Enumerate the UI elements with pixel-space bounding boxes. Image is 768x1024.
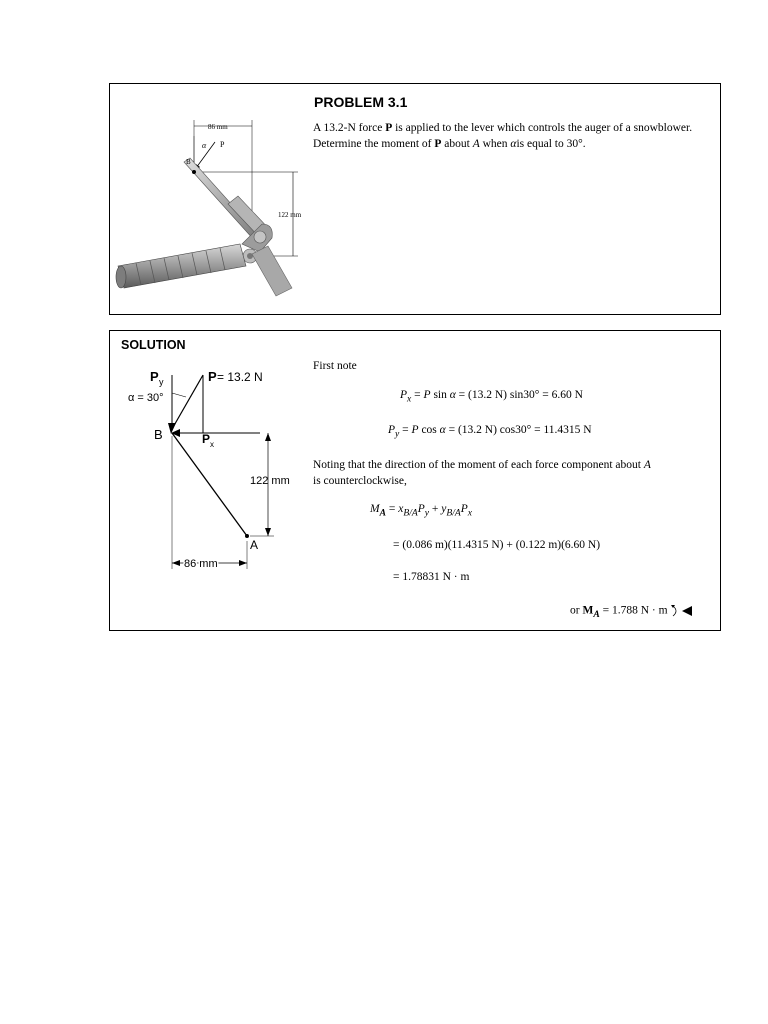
free-body-diagram (110, 331, 310, 576)
p-label: P (208, 369, 217, 384)
lever-rod (184, 158, 260, 240)
counterclockwise-arrow-icon (670, 604, 694, 618)
force-p-label: P (220, 140, 225, 149)
dim-86-label: 86 mm (184, 558, 218, 570)
problem-panel (109, 83, 721, 315)
p-value: = 13.2 N (217, 370, 263, 384)
solution-panel (109, 330, 721, 631)
dim-122-label: 122 mm (250, 475, 290, 487)
p-vector (172, 375, 203, 429)
svg-text:x: x (210, 440, 214, 449)
first-note: First note (313, 360, 357, 372)
equation-result: = 1.78831 N · m (393, 571, 470, 583)
py-label: P (150, 369, 159, 384)
equation-px: $P_x = P$ sin α = (13.2 N) sin30° = 6.60 N (400, 389, 583, 405)
handle-grip (116, 244, 246, 288)
alpha-label: α (202, 141, 207, 150)
svg-text:y: y (159, 377, 164, 387)
dim-86-label: 86 mm (208, 123, 228, 131)
px-label: P (202, 432, 211, 446)
solution-title: SOLUTION (121, 338, 186, 352)
equation-py: $P_y = P$ cos α = (13.2 N) cos30° = 11.4315 N (388, 424, 592, 440)
point-a-label: A (250, 538, 259, 552)
equation-substitution: = (0.086 m)(11.4315 N) + (0.122 m)(6.60 N) (393, 539, 601, 551)
point-b-label: B (186, 158, 191, 166)
alpha-label: α = 30° (128, 392, 164, 404)
snowblower-lever-figure (110, 84, 310, 314)
final-answer: or $M_A = 1.788$ N · m (570, 604, 694, 620)
problem-title: PROBLEM 3.1 (314, 94, 408, 110)
dim-122-label: 122 mm (278, 211, 302, 219)
problem-statement: A 13.2-N force P is applied to the lever which controls the auger of a snowblower. Determine the moment of P about A when αis equal to 30°. (313, 122, 693, 150)
point-b-label: B (154, 427, 163, 442)
noting-text: Noting that the direction of the moment of each force component about A is counterclockwise, (313, 459, 651, 487)
equation-moment: $M_A = x_{B/A}P_y + y_{B/A}P_x$ (370, 503, 473, 519)
